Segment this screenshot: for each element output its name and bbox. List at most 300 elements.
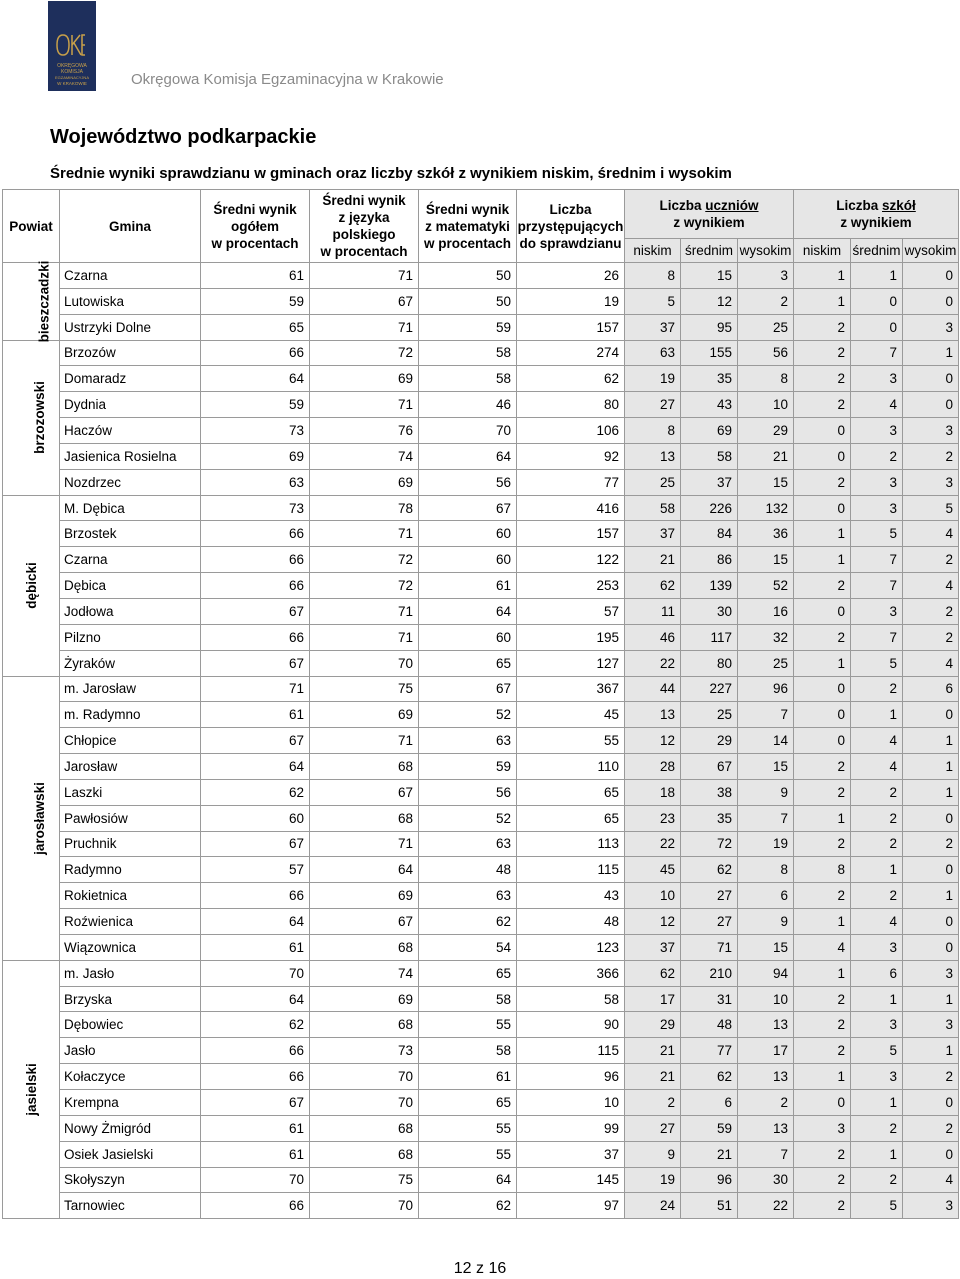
cell-ogolem: 64 — [201, 754, 310, 780]
cell-liczba: 110 — [517, 754, 625, 780]
cell-uczniowie-srednim: 21 — [681, 1141, 738, 1167]
cell-szkoly-srednim: 2 — [851, 1167, 903, 1193]
cell-matematyka: 64 — [419, 443, 517, 469]
cell-matematyka: 60 — [419, 624, 517, 650]
cell-uczniowie-srednim: 15 — [681, 263, 738, 289]
cell-liczba: 26 — [517, 263, 625, 289]
header-szkoly: Liczba szkół z wynikiem — [794, 190, 959, 239]
cell-ogolem: 64 — [201, 909, 310, 935]
cell-uczniowie-niskim: 12 — [625, 728, 681, 754]
cell-uczniowie-srednim: 226 — [681, 495, 738, 521]
cell-szkoly-srednim: 7 — [851, 573, 903, 599]
cell-szkoly-niskim: 1 — [794, 1064, 851, 1090]
cell-liczba: 145 — [517, 1167, 625, 1193]
cell-uczniowie-wysokim: 10 — [738, 392, 794, 418]
cell-matematyka: 61 — [419, 1064, 517, 1090]
table-row — [3, 340, 959, 366]
cell-szkoly-niskim: 2 — [794, 314, 851, 340]
cell-gmina: Nozdrzec — [60, 469, 201, 495]
cell-polski: 76 — [310, 418, 419, 444]
cell-uczniowie-niskim: 25 — [625, 469, 681, 495]
cell-uczniowie-niskim: 22 — [625, 650, 681, 676]
cell-uczniowie-niskim: 13 — [625, 443, 681, 469]
cell-szkoly-wysokim: 2 — [903, 443, 959, 469]
table-row — [3, 650, 959, 676]
cell-uczniowie-srednim: 67 — [681, 754, 738, 780]
cell-gmina: Jasło — [60, 1038, 201, 1064]
cell-ogolem: 66 — [201, 1038, 310, 1064]
cell-liczba: 115 — [517, 857, 625, 883]
cell-gmina: Radymno — [60, 857, 201, 883]
powiat-label: jasielski — [23, 1063, 39, 1116]
cell-szkoly-niskim: 1 — [794, 263, 851, 289]
cell-gmina: Dydnia — [60, 392, 201, 418]
powiat-cell — [3, 495, 60, 676]
cell-polski: 68 — [310, 1115, 419, 1141]
cell-uczniowie-niskim: 46 — [625, 624, 681, 650]
cell-liczba: 274 — [517, 340, 625, 366]
cell-uczniowie-niskim: 5 — [625, 288, 681, 314]
header-uczniowie-wysokim: wysokim — [738, 239, 794, 263]
cell-gmina: Kołaczyce — [60, 1064, 201, 1090]
cell-uczniowie-srednim: 29 — [681, 728, 738, 754]
cell-szkoly-wysokim: 3 — [903, 418, 959, 444]
cell-szkoly-wysokim: 1 — [903, 986, 959, 1012]
cell-liczba: 157 — [517, 314, 625, 340]
cell-szkoly-wysokim: 0 — [903, 702, 959, 728]
table-row — [3, 934, 959, 960]
cell-uczniowie-srednim: 37 — [681, 469, 738, 495]
table-row — [3, 831, 959, 857]
cell-polski: 70 — [310, 650, 419, 676]
cell-szkoly-srednim: 3 — [851, 366, 903, 392]
cell-polski: 69 — [310, 883, 419, 909]
cell-gmina: Haczów — [60, 418, 201, 444]
cell-szkoly-srednim: 5 — [851, 1038, 903, 1064]
cell-ogolem: 61 — [201, 1141, 310, 1167]
powiat-label: brzozowski — [31, 381, 47, 454]
table-row — [3, 909, 959, 935]
powiat-cell — [3, 960, 60, 1218]
cell-uczniowie-wysokim: 2 — [738, 288, 794, 314]
cell-polski: 71 — [310, 831, 419, 857]
table-row — [3, 573, 959, 599]
cell-uczniowie-srednim: 72 — [681, 831, 738, 857]
cell-uczniowie-wysokim: 17 — [738, 1038, 794, 1064]
table-row — [3, 702, 959, 728]
cell-uczniowie-srednim: 210 — [681, 960, 738, 986]
cell-uczniowie-wysokim: 52 — [738, 573, 794, 599]
cell-szkoly-wysokim: 1 — [903, 883, 959, 909]
cell-uczniowie-wysokim: 21 — [738, 443, 794, 469]
cell-ogolem: 61 — [201, 263, 310, 289]
cell-gmina: Dębica — [60, 573, 201, 599]
cell-matematyka: 65 — [419, 650, 517, 676]
cell-polski: 75 — [310, 1167, 419, 1193]
cell-szkoly-wysokim: 3 — [903, 1193, 959, 1219]
cell-szkoly-niskim: 8 — [794, 857, 851, 883]
cell-uczniowie-niskim: 37 — [625, 521, 681, 547]
cell-uczniowie-wysokim: 132 — [738, 495, 794, 521]
cell-uczniowie-niskim: 62 — [625, 573, 681, 599]
cell-gmina: m. Jarosław — [60, 676, 201, 702]
cell-uczniowie-srednim: 95 — [681, 314, 738, 340]
cell-liczba: 19 — [517, 288, 625, 314]
cell-uczniowie-srednim: 51 — [681, 1193, 738, 1219]
cell-szkoly-srednim: 4 — [851, 909, 903, 935]
cell-uczniowie-niskim: 13 — [625, 702, 681, 728]
cell-uczniowie-niskim: 22 — [625, 831, 681, 857]
cell-uczniowie-srednim: 30 — [681, 598, 738, 624]
cell-polski: 72 — [310, 573, 419, 599]
cell-liczba: 99 — [517, 1115, 625, 1141]
cell-liczba: 127 — [517, 650, 625, 676]
cell-szkoly-niskim: 0 — [794, 1090, 851, 1116]
cell-uczniowie-niskim: 10 — [625, 883, 681, 909]
cell-szkoly-srednim: 0 — [851, 288, 903, 314]
table-row — [3, 366, 959, 392]
cell-matematyka: 46 — [419, 392, 517, 418]
cell-szkoly-srednim: 4 — [851, 754, 903, 780]
cell-matematyka: 65 — [419, 1090, 517, 1116]
cell-szkoly-wysokim: 4 — [903, 1167, 959, 1193]
cell-liczba: 58 — [517, 986, 625, 1012]
cell-polski: 68 — [310, 805, 419, 831]
table-row — [3, 1038, 959, 1064]
powiat-label: bieszczadzki — [36, 260, 52, 343]
cell-gmina: M. Dębica — [60, 495, 201, 521]
cell-uczniowie-wysokim: 15 — [738, 934, 794, 960]
cell-matematyka: 61 — [419, 573, 517, 599]
cell-uczniowie-wysokim: 32 — [738, 624, 794, 650]
cell-uczniowie-srednim: 6 — [681, 1090, 738, 1116]
cell-polski: 78 — [310, 495, 419, 521]
table-row — [3, 1090, 959, 1116]
cell-uczniowie-niskim: 21 — [625, 547, 681, 573]
table-row — [3, 1141, 959, 1167]
cell-szkoly-wysokim: 2 — [903, 598, 959, 624]
logo-line-2: KOMISJA — [61, 69, 83, 75]
cell-ogolem: 61 — [201, 934, 310, 960]
header-szkoly-srednim: średnim — [851, 239, 903, 263]
cell-ogolem: 67 — [201, 650, 310, 676]
cell-uczniowie-wysokim: 14 — [738, 728, 794, 754]
cell-matematyka: 58 — [419, 340, 517, 366]
table-row — [3, 1115, 959, 1141]
cell-szkoly-niskim: 2 — [794, 831, 851, 857]
cell-ogolem: 66 — [201, 521, 310, 547]
cell-uczniowie-wysokim: 6 — [738, 883, 794, 909]
cell-liczba: 253 — [517, 573, 625, 599]
cell-szkoly-wysokim: 3 — [903, 469, 959, 495]
cell-szkoly-srednim: 2 — [851, 883, 903, 909]
page-subtitle: Średnie wyniki sprawdzianu w gminach oraz liczby szkół z wynikiem niskim, średnim i wysokim — [50, 165, 732, 182]
cell-uczniowie-wysokim: 30 — [738, 1167, 794, 1193]
cell-matematyka: 60 — [419, 547, 517, 573]
table-row — [3, 728, 959, 754]
cell-szkoly-wysokim: 2 — [903, 624, 959, 650]
cell-uczniowie-wysokim: 29 — [738, 418, 794, 444]
cell-matematyka: 56 — [419, 469, 517, 495]
cell-matematyka: 56 — [419, 779, 517, 805]
cell-ogolem: 66 — [201, 340, 310, 366]
cell-uczniowie-niskim: 27 — [625, 392, 681, 418]
table-row — [3, 857, 959, 883]
cell-liczba: 65 — [517, 805, 625, 831]
cell-gmina: Jarosław — [60, 754, 201, 780]
cell-gmina: m. Radymno — [60, 702, 201, 728]
cell-szkoly-niskim: 2 — [794, 883, 851, 909]
institution-name: Okręgowa Komisja Egzaminacyjna w Krakowie — [131, 71, 444, 88]
header-uczniowie-srednim: średnim — [681, 239, 738, 263]
cell-polski: 70 — [310, 1064, 419, 1090]
cell-szkoly-srednim: 3 — [851, 934, 903, 960]
cell-gmina: Chłopice — [60, 728, 201, 754]
cell-polski: 70 — [310, 1193, 419, 1219]
cell-szkoly-niskim: 0 — [794, 495, 851, 521]
cell-uczniowie-niskim: 24 — [625, 1193, 681, 1219]
cell-szkoly-srednim: 2 — [851, 831, 903, 857]
cell-uczniowie-niskim: 44 — [625, 676, 681, 702]
cell-ogolem: 61 — [201, 1115, 310, 1141]
cell-gmina: Rokietnica — [60, 883, 201, 909]
cell-szkoly-srednim: 1 — [851, 1090, 903, 1116]
table-row — [3, 443, 959, 469]
cell-ogolem: 62 — [201, 779, 310, 805]
cell-liczba: 45 — [517, 702, 625, 728]
cell-szkoly-wysokim: 0 — [903, 805, 959, 831]
cell-ogolem: 69 — [201, 443, 310, 469]
cell-gmina: Pawłosiów — [60, 805, 201, 831]
cell-uczniowie-wysokim: 9 — [738, 909, 794, 935]
cell-uczniowie-wysokim: 25 — [738, 650, 794, 676]
cell-uczniowie-wysokim: 94 — [738, 960, 794, 986]
cell-szkoly-srednim: 2 — [851, 805, 903, 831]
table-row — [3, 805, 959, 831]
cell-szkoly-wysokim: 2 — [903, 1115, 959, 1141]
cell-uczniowie-srednim: 96 — [681, 1167, 738, 1193]
cell-uczniowie-niskim: 63 — [625, 340, 681, 366]
cell-uczniowie-niskim: 18 — [625, 779, 681, 805]
cell-liczba: 10 — [517, 1090, 625, 1116]
cell-uczniowie-wysokim: 2 — [738, 1090, 794, 1116]
powiat-label: dębicki — [23, 562, 39, 609]
header-uczniowie-niskim: niskim — [625, 239, 681, 263]
header-ogolem: Średni wynik ogółem w procentach — [201, 190, 310, 263]
cell-liczba: 366 — [517, 960, 625, 986]
cell-polski: 67 — [310, 288, 419, 314]
cell-gmina: Roźwienica — [60, 909, 201, 935]
table-row — [3, 288, 959, 314]
cell-szkoly-wysokim: 3 — [903, 314, 959, 340]
table-row — [3, 263, 959, 289]
cell-szkoly-niskim: 0 — [794, 598, 851, 624]
cell-matematyka: 62 — [419, 1193, 517, 1219]
cell-matematyka: 63 — [419, 883, 517, 909]
cell-ogolem: 66 — [201, 573, 310, 599]
cell-liczba: 80 — [517, 392, 625, 418]
cell-ogolem: 59 — [201, 288, 310, 314]
cell-polski: 67 — [310, 909, 419, 935]
cell-szkoly-niskim: 1 — [794, 960, 851, 986]
cell-ogolem: 61 — [201, 702, 310, 728]
cell-gmina: Jasienica Rosielna — [60, 443, 201, 469]
table-row — [3, 779, 959, 805]
cell-liczba: 65 — [517, 779, 625, 805]
cell-gmina: Lutowiska — [60, 288, 201, 314]
cell-szkoly-wysokim: 0 — [903, 1090, 959, 1116]
cell-polski: 72 — [310, 547, 419, 573]
cell-gmina: Nowy Żmigród — [60, 1115, 201, 1141]
cell-szkoly-niskim: 2 — [794, 573, 851, 599]
cell-ogolem: 73 — [201, 495, 310, 521]
cell-uczniowie-srednim: 59 — [681, 1115, 738, 1141]
table-row — [3, 495, 959, 521]
cell-szkoly-niskim: 0 — [794, 443, 851, 469]
cell-szkoly-wysokim: 5 — [903, 495, 959, 521]
page-number: 12 z 16 — [453, 1260, 507, 1277]
cell-polski: 70 — [310, 1090, 419, 1116]
cell-liczba: 122 — [517, 547, 625, 573]
cell-uczniowie-srednim: 77 — [681, 1038, 738, 1064]
cell-uczniowie-srednim: 48 — [681, 1012, 738, 1038]
cell-matematyka: 59 — [419, 754, 517, 780]
cell-uczniowie-niskim: 9 — [625, 1141, 681, 1167]
table-row — [3, 986, 959, 1012]
cell-uczniowie-wysokim: 36 — [738, 521, 794, 547]
cell-szkoly-wysokim: 0 — [903, 857, 959, 883]
cell-uczniowie-srednim: 69 — [681, 418, 738, 444]
cell-matematyka: 50 — [419, 288, 517, 314]
cell-matematyka: 52 — [419, 805, 517, 831]
cell-matematyka: 70 — [419, 418, 517, 444]
cell-szkoly-wysokim: 0 — [903, 1141, 959, 1167]
cell-szkoly-srednim: 6 — [851, 960, 903, 986]
cell-matematyka: 50 — [419, 263, 517, 289]
cell-szkoly-srednim: 3 — [851, 418, 903, 444]
cell-szkoly-srednim: 1 — [851, 986, 903, 1012]
cell-szkoly-niskim: 1 — [794, 650, 851, 676]
cell-uczniowie-srednim: 117 — [681, 624, 738, 650]
cell-szkoly-srednim: 1 — [851, 1141, 903, 1167]
cell-szkoly-wysokim: 0 — [903, 263, 959, 289]
cell-uczniowie-wysokim: 16 — [738, 598, 794, 624]
cell-uczniowie-niskim: 27 — [625, 1115, 681, 1141]
cell-szkoly-wysokim: 1 — [903, 1038, 959, 1064]
header-szkoly-niskim: niskim — [794, 239, 851, 263]
cell-szkoly-srednim: 3 — [851, 469, 903, 495]
cell-szkoly-srednim: 2 — [851, 779, 903, 805]
cell-uczniowie-niskim: 12 — [625, 909, 681, 935]
cell-liczba: 113 — [517, 831, 625, 857]
cell-szkoly-srednim: 3 — [851, 1064, 903, 1090]
cell-szkoly-niskim: 2 — [794, 1167, 851, 1193]
cell-uczniowie-srednim: 35 — [681, 366, 738, 392]
powiat-label: jarosławski — [31, 781, 47, 855]
cell-matematyka: 67 — [419, 495, 517, 521]
cell-szkoly-niskim: 2 — [794, 366, 851, 392]
cell-szkoly-wysokim: 0 — [903, 392, 959, 418]
cell-liczba: 416 — [517, 495, 625, 521]
header-szkoly-wysokim: wysokim — [903, 239, 959, 263]
cell-uczniowie-wysokim: 25 — [738, 314, 794, 340]
cell-polski: 68 — [310, 1141, 419, 1167]
cell-matematyka: 55 — [419, 1141, 517, 1167]
cell-szkoly-niskim: 2 — [794, 340, 851, 366]
cell-ogolem: 64 — [201, 366, 310, 392]
cell-szkoly-niskim: 2 — [794, 1038, 851, 1064]
cell-uczniowie-niskim: 37 — [625, 934, 681, 960]
table-row — [3, 521, 959, 547]
cell-uczniowie-wysokim: 13 — [738, 1012, 794, 1038]
cell-ogolem: 67 — [201, 728, 310, 754]
cell-polski: 67 — [310, 779, 419, 805]
cell-ogolem: 66 — [201, 883, 310, 909]
cell-uczniowie-wysokim: 7 — [738, 702, 794, 728]
table-row — [3, 469, 959, 495]
cell-ogolem: 70 — [201, 1167, 310, 1193]
cell-gmina: Brzostek — [60, 521, 201, 547]
cell-uczniowie-niskim: 58 — [625, 495, 681, 521]
cell-ogolem: 67 — [201, 831, 310, 857]
cell-ogolem: 63 — [201, 469, 310, 495]
cell-szkoly-srednim: 1 — [851, 702, 903, 728]
results-table — [2, 189, 959, 1219]
cell-uczniowie-srednim: 155 — [681, 340, 738, 366]
cell-szkoly-niskim: 0 — [794, 676, 851, 702]
cell-gmina: Osiek Jasielski — [60, 1141, 201, 1167]
cell-liczba: 106 — [517, 418, 625, 444]
cell-uczniowie-srednim: 227 — [681, 676, 738, 702]
cell-polski: 69 — [310, 469, 419, 495]
cell-uczniowie-niskim: 37 — [625, 314, 681, 340]
cell-uczniowie-wysokim: 3 — [738, 263, 794, 289]
cell-szkoly-srednim: 4 — [851, 392, 903, 418]
cell-szkoly-wysokim: 3 — [903, 960, 959, 986]
header-liczba: Liczba przystępujących do sprawdzianu — [517, 190, 625, 263]
cell-ogolem: 71 — [201, 676, 310, 702]
cell-szkoly-wysokim: 4 — [903, 521, 959, 547]
cell-szkoly-wysokim: 2 — [903, 831, 959, 857]
cell-gmina: Laszki — [60, 779, 201, 805]
cell-uczniowie-niskim: 21 — [625, 1038, 681, 1064]
cell-uczniowie-srednim: 12 — [681, 288, 738, 314]
cell-matematyka: 59 — [419, 314, 517, 340]
cell-szkoly-niskim: 2 — [794, 469, 851, 495]
results-table-body — [3, 260, 959, 1219]
cell-szkoly-niskim: 1 — [794, 805, 851, 831]
header-powiat: Powiat — [3, 190, 60, 263]
cell-ogolem: 64 — [201, 986, 310, 1012]
table-row — [3, 624, 959, 650]
cell-uczniowie-wysokim: 7 — [738, 805, 794, 831]
cell-gmina: Dębowiec — [60, 1012, 201, 1038]
cell-polski: 74 — [310, 960, 419, 986]
cell-uczniowie-niskim: 45 — [625, 857, 681, 883]
cell-uczniowie-srednim: 27 — [681, 883, 738, 909]
cell-gmina: Domaradz — [60, 366, 201, 392]
table-row — [3, 418, 959, 444]
page-title: Województwo podkarpackie — [50, 126, 317, 148]
cell-szkoly-niskim: 1 — [794, 521, 851, 547]
cell-liczba: 57 — [517, 598, 625, 624]
cell-polski: 69 — [310, 702, 419, 728]
cell-uczniowie-wysokim: 13 — [738, 1064, 794, 1090]
cell-ogolem: 67 — [201, 1090, 310, 1116]
cell-uczniowie-wysokim: 8 — [738, 366, 794, 392]
cell-uczniowie-wysokim: 22 — [738, 1193, 794, 1219]
cell-szkoly-srednim: 1 — [851, 857, 903, 883]
